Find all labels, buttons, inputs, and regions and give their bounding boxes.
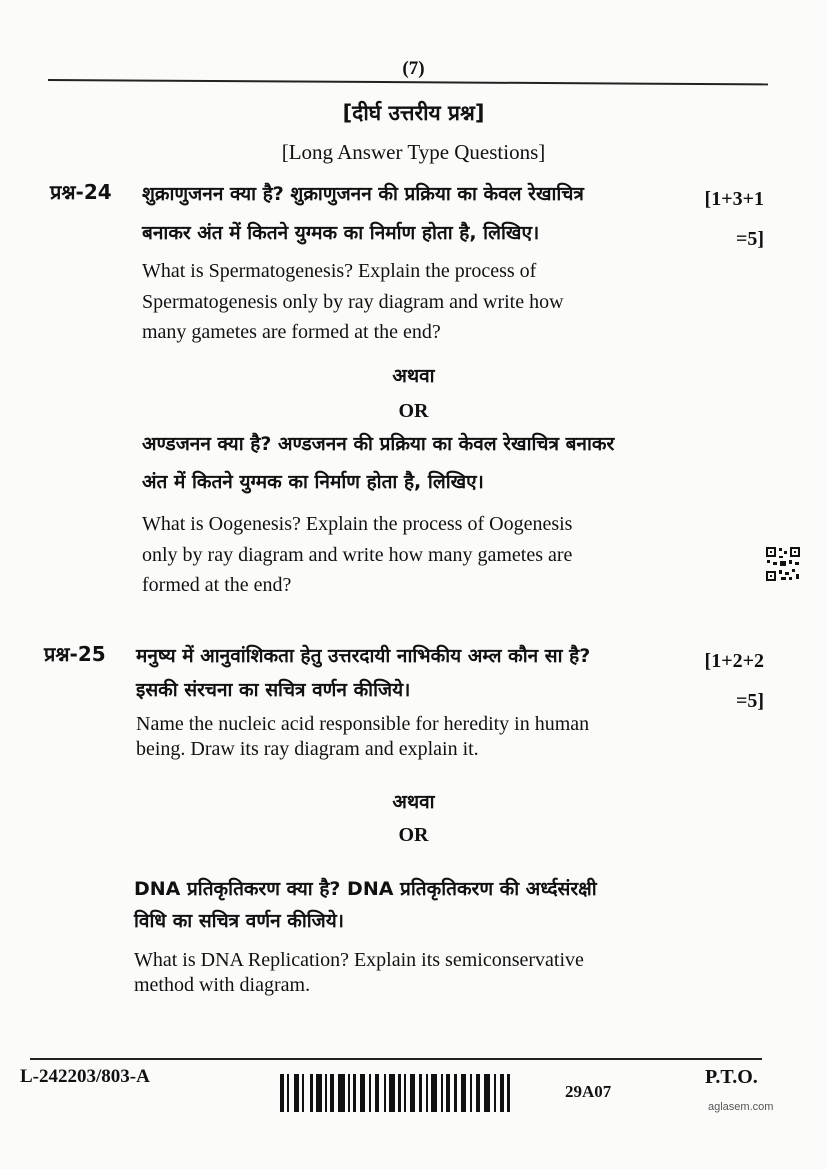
question-24-alt-english-line2: only by ray diagram and write how many gametes are <box>142 544 573 566</box>
question-25-marks-line1: [1+2+2 <box>704 650 764 672</box>
question-25-alt-hindi-line1: DNA प्रतिकृतिकरण क्या है? DNA प्रतिकृतिकरण की अर्ध्दसंरक्षी <box>134 878 597 900</box>
question-25-english-line1: Name the nucleic acid responsible for heredity in human <box>136 713 590 735</box>
barcode-icon <box>280 1074 510 1112</box>
question-24-or-english: OR <box>398 400 429 422</box>
question-25-hindi-line1: मनुष्य में आनुवांशिकता हेतु उत्तरदायी नाभिकीय अम्ल कौन सा है? <box>136 645 591 667</box>
question-24-english-line2: Spermatogenesis only by ray diagram and write how <box>142 291 564 313</box>
question-25-hindi-line2: इसकी संरचना का सचित्र वर्णन कीजिये। <box>136 679 411 701</box>
question-24-alt-english-line1: What is Oogenesis? Explain the process of Oogenesis <box>142 513 573 535</box>
page-number: (7) <box>402 58 425 79</box>
question-24-label: प्रश्न-24 <box>50 180 112 204</box>
question-24-english-line3: many gametes are formed at the end? <box>142 321 441 343</box>
section-heading-english: [Long Answer Type Questions] <box>281 140 546 164</box>
question-25-or-hindi: अथवा <box>392 791 435 813</box>
question-24-alt-hindi-line1: अण्डजनन क्या है? अण्डजनन की प्रक्रिया का केवल रेखाचित्र बनाकर <box>142 433 615 455</box>
question-24-alt-hindi-line2: अंत में कितने युग्मक का निर्माण होता है, लिखिए। <box>142 471 484 493</box>
question-25-alt-english-line1: What is DNA Replication? Explain its semiconservative <box>134 949 584 971</box>
question-25-alt-hindi-line2: विधि का सचित्र वर्णन कीजिये। <box>134 910 344 932</box>
question-24-marks-line1: [1+3+1 <box>704 188 764 210</box>
please-turn-over: P.T.O. <box>705 1066 758 1088</box>
subject-code: 29A07 <box>565 1082 612 1101</box>
question-25-alt-english-line2: method with diagram. <box>134 974 311 996</box>
question-24-hindi-line2: बनाकर अंत में कितने युग्मक का निर्माण होता है, लिखिए। <box>142 222 540 244</box>
bottom-divider <box>30 1058 762 1060</box>
question-24-english-line1: What is Spermatogenesis? Explain the process of <box>142 260 537 282</box>
paper-code: L-242203/803-A <box>20 1066 150 1087</box>
section-heading-hindi: [दीर्घ उत्तरीय प्रश्न] <box>342 101 485 125</box>
question-25-english-line2: being. Draw its ray diagram and explain it. <box>136 738 479 760</box>
question-24-alt-english-line3: formed at the end? <box>142 574 292 596</box>
question-24-or-hindi: अथवा <box>392 365 435 387</box>
website-watermark: aglasem.com <box>708 1101 774 1113</box>
question-25-label: प्रश्न-25 <box>44 642 106 666</box>
question-25-marks-line2: =5] <box>735 690 764 712</box>
question-25-or-english: OR <box>398 824 429 846</box>
question-24-hindi-line1: शुक्राणुजनन क्या है? शुक्राणुजनन की प्रक्रिया का केवल रेखाचित्र <box>142 183 584 205</box>
question-24-marks-line2: =5] <box>735 228 764 250</box>
qr-code-icon <box>765 546 801 582</box>
